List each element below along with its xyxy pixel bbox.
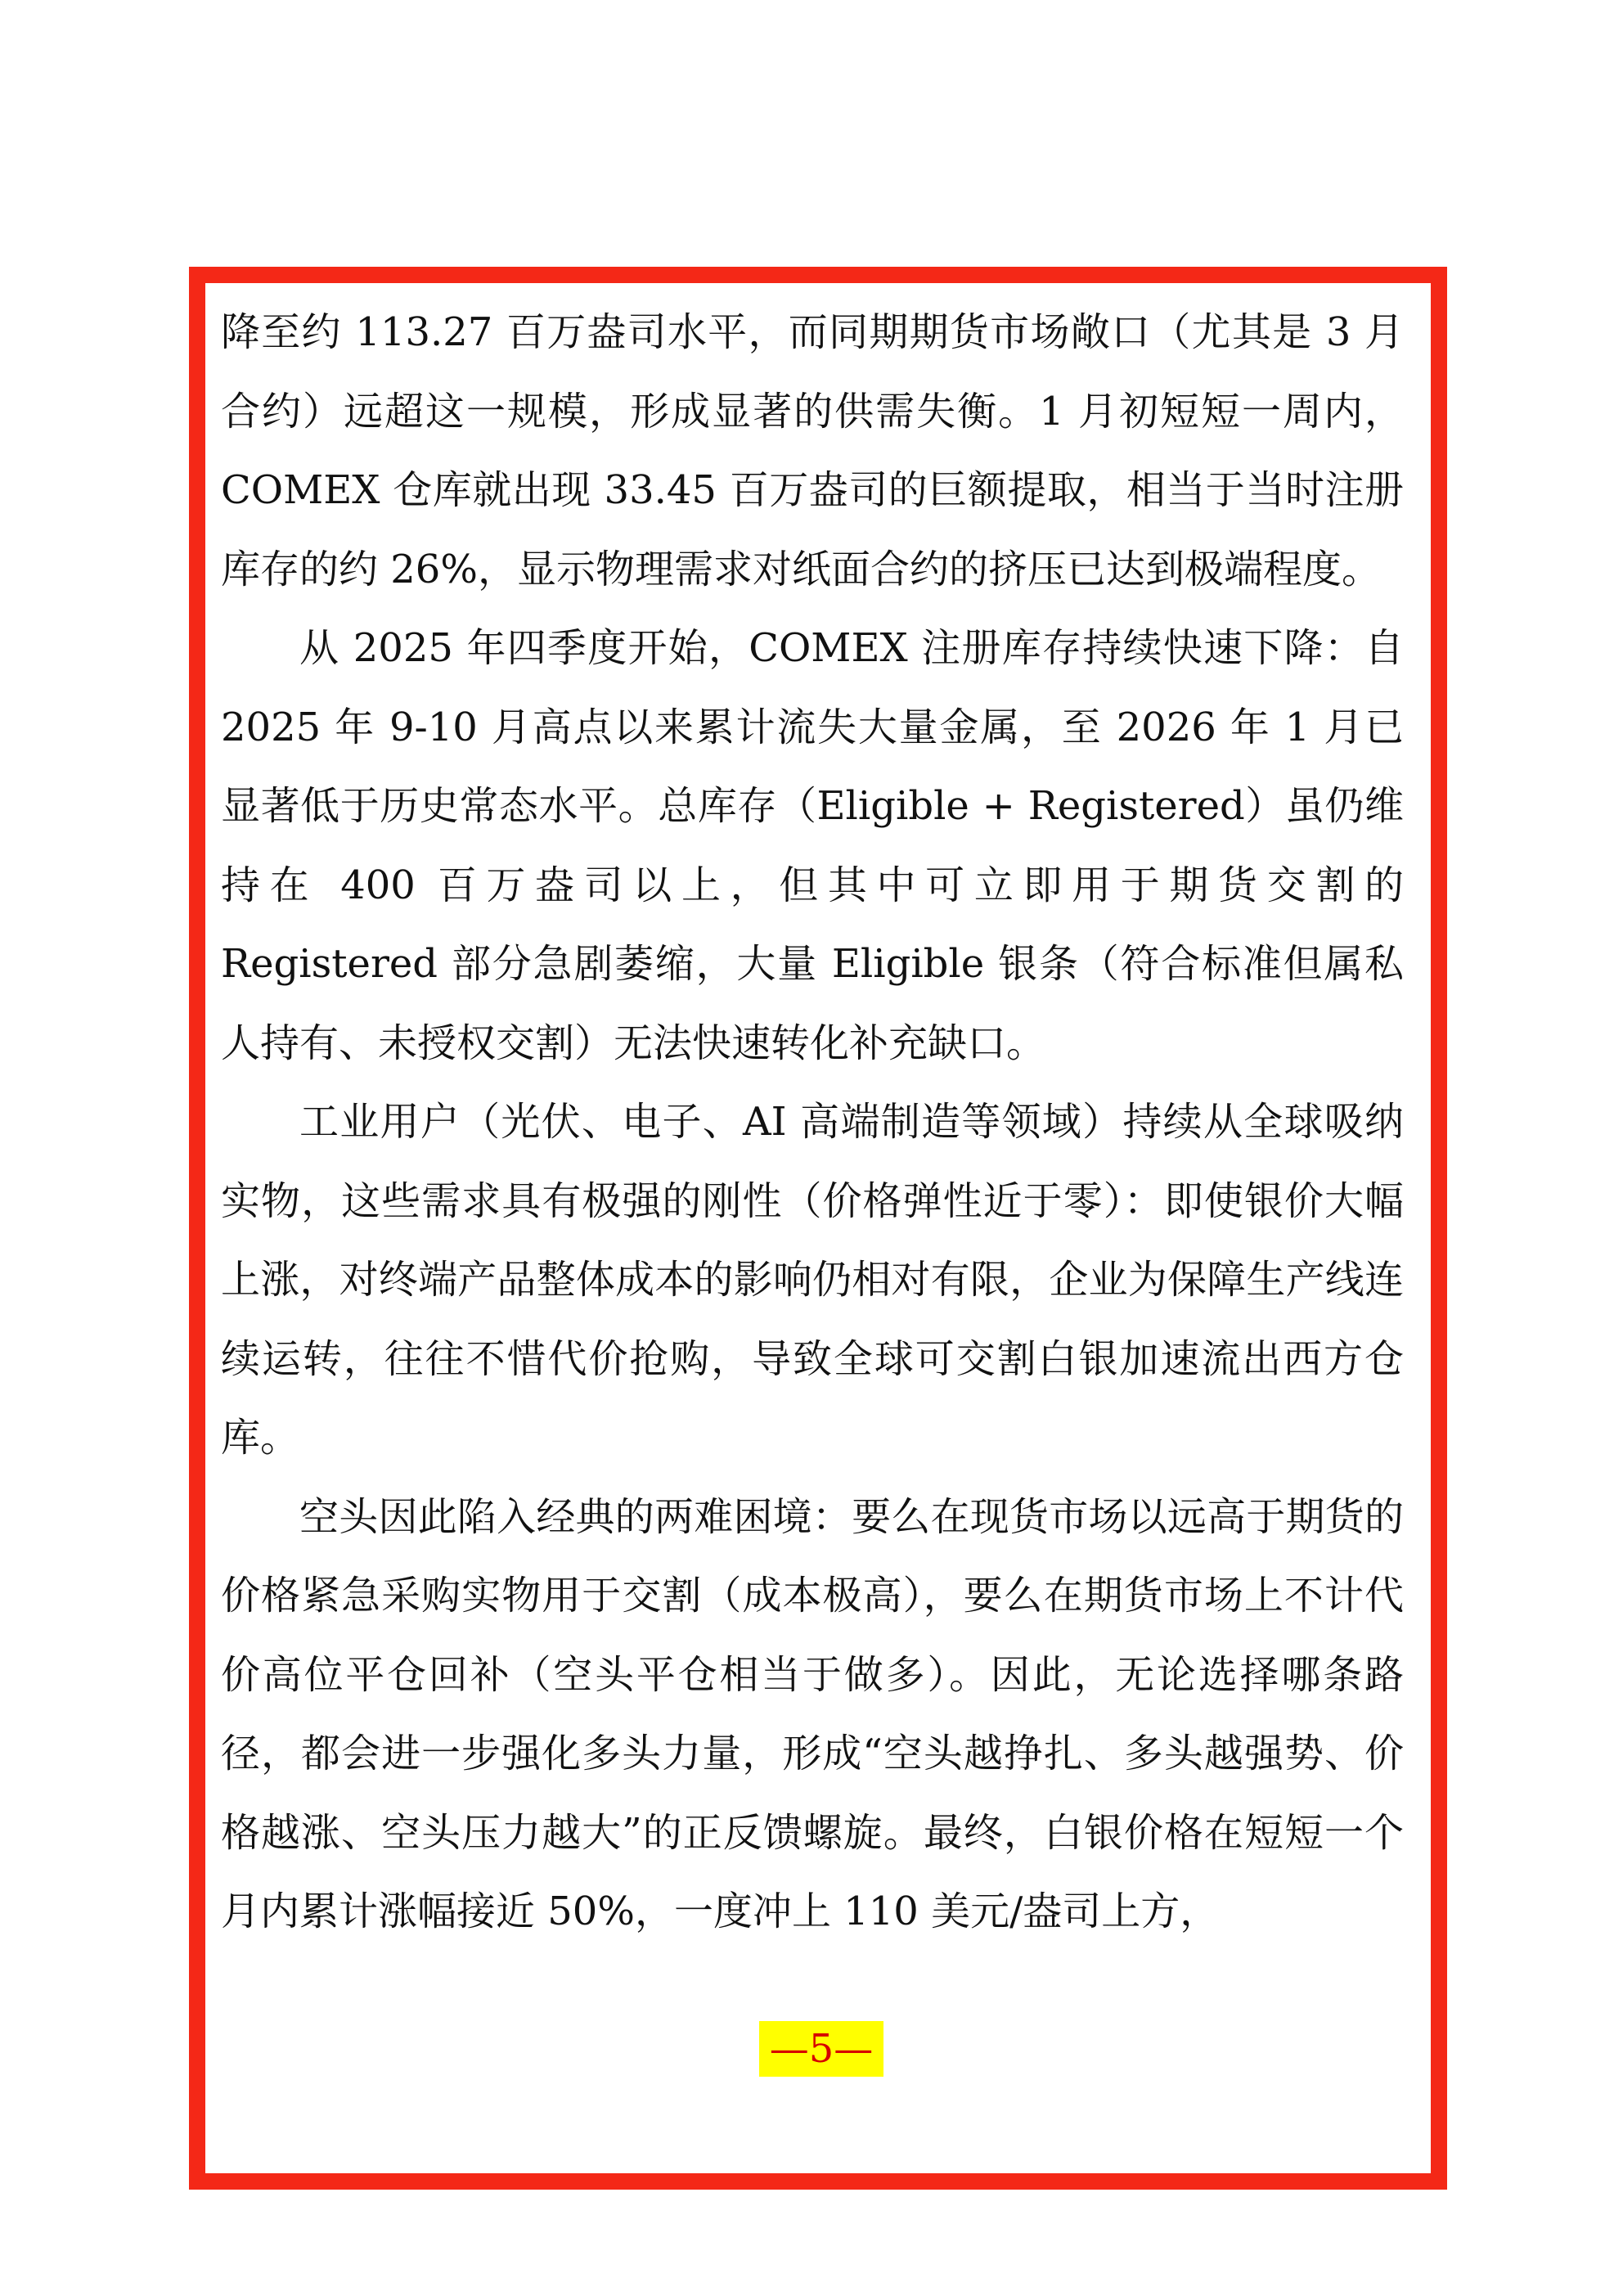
paragraph-continuation: 降至约 113.27 百万盎司水平，而同期期货市场敞口（尤其是 3 月合约）远超这一规模，形成显著的供需失衡。1 月初短短一周内，COMEX 仓库就出现 33.45 百万盎司的巨额提取，相当于当时注册库存的约 26%，显示物理需求对纸面合约的挤压已达到极端程度。 xyxy=(221,309,1404,592)
paragraph-inventory-decline: 从 2025 年四季度开始，COMEX 注册库存持续快速下降：自 2025 年 9-10 月高点以来累计流失大量金属，至 2026 年 1 月已显著低于历史常态水平。总库存（Eligible + Registered）虽仍维持在 400 百万盎司以上，但其中可立即用于期货交割的 Registered 部分急剧萎缩，大量 Eligible 银条（符合标准但属私人持有、未授权交割）无法快速转化补充缺口。 xyxy=(221,625,1404,1066)
paragraph-industrial-demand: 工业用户（光伏、电子、AI 高端制造等领域）持续从全球吸纳实物，这些需求具有极强的刚性（价格弹性近于零）：即使银价大幅上涨，对终端产品整体成本的影响仍相对有限，企业为保障生产线连续运转，往往不惜代价抢购，导致全球可交割白银加速流出西方仓库。 xyxy=(221,1099,1404,1461)
paragraph-short-squeeze: 空头因此陷入经典的两难困境：要么在现货市场以远高于期货的价格紧急采购实物用于交割（成本极高），要么在期货市场上不计代价高位平仓回补（空头平仓相当于做多）。因此，无论选择哪条路径，都会进一步强化多头力量，形成“空头越挣扎、多头越强势、价格越涨、空头压力越大”的正反馈螺旋。最终，白银价格在短短一个月内累计涨幅接近 50%，一度冲上 110 美元/盎司上方， xyxy=(221,1493,1404,1934)
document-body xyxy=(221,293,1404,1952)
page-number: —5— xyxy=(759,2021,883,2077)
